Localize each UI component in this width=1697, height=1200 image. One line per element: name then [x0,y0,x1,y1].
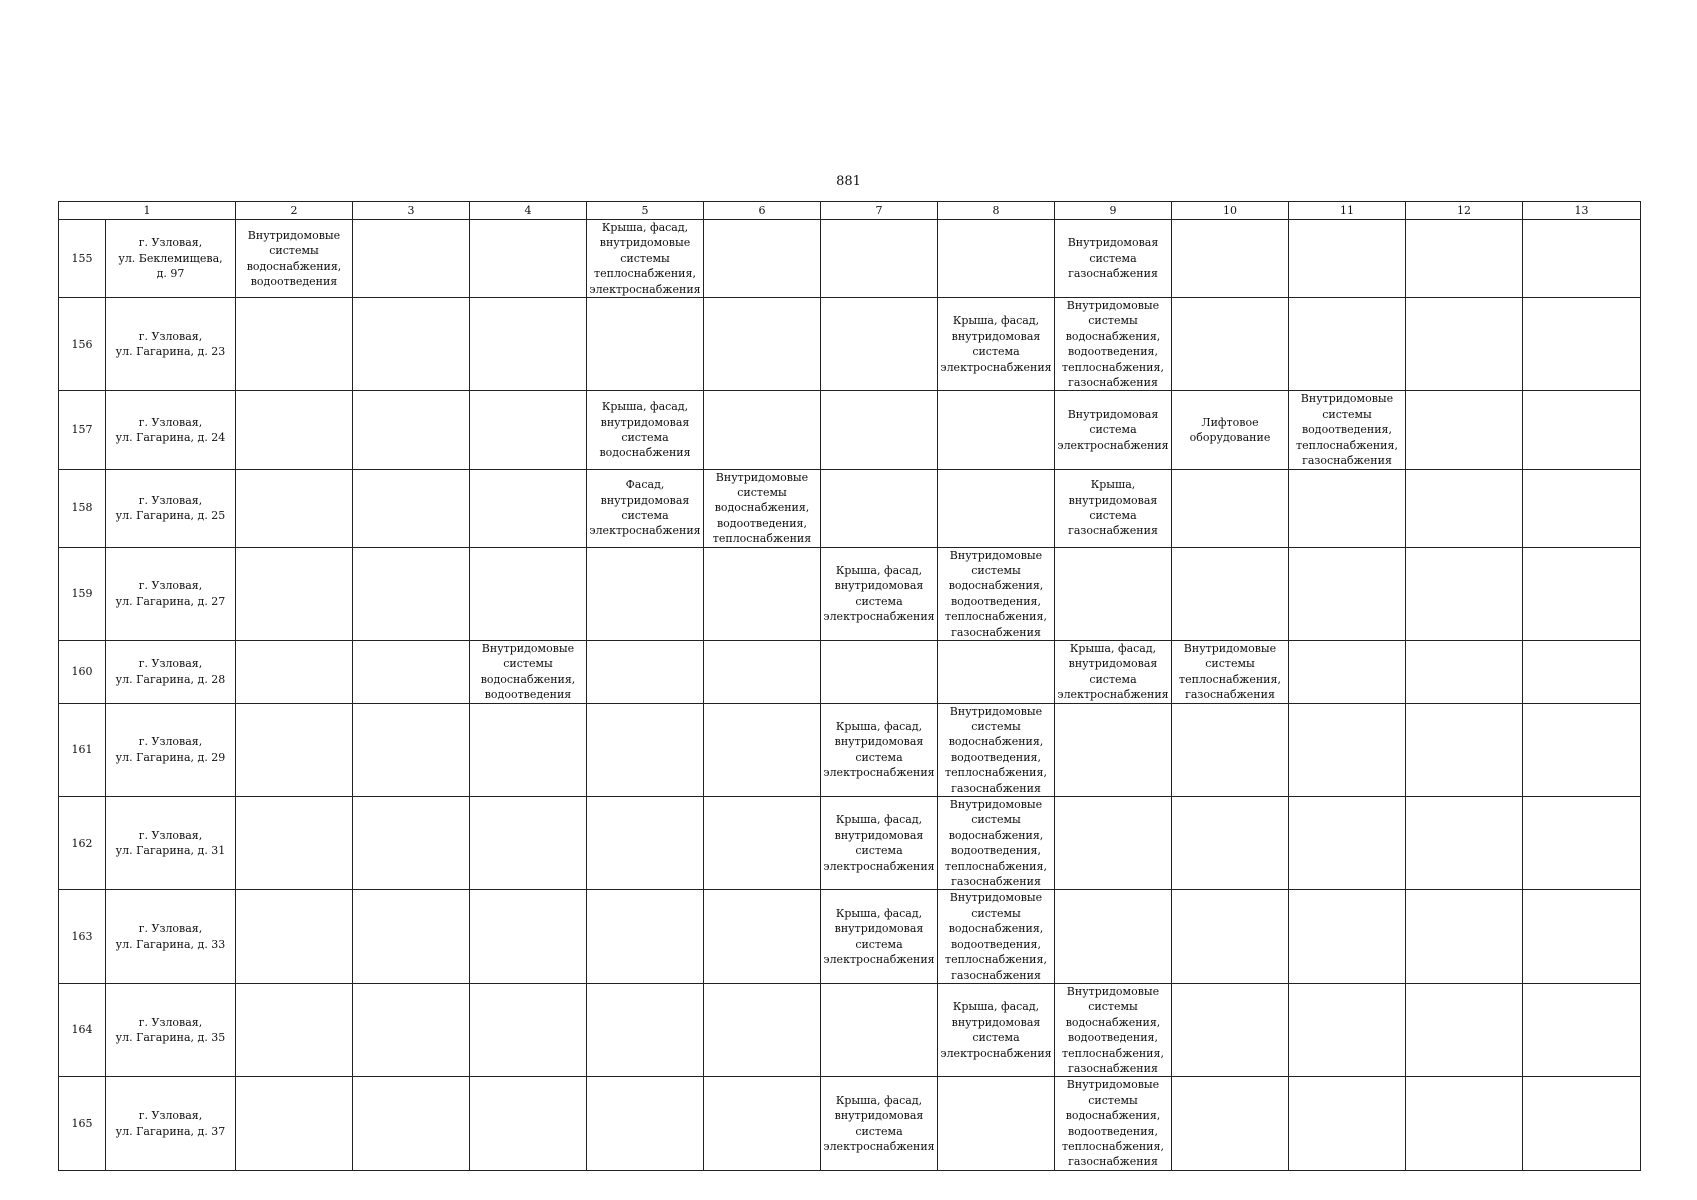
work-cell [821,640,938,703]
work-cell: Крыша, внутридомовая система газоснабжения [1055,469,1172,547]
work-cell [1406,298,1523,391]
table-row [59,298,1641,391]
work-cell [587,1077,704,1170]
work-cell [236,469,353,547]
work-cell [1523,797,1641,890]
header-row [59,202,1641,220]
row-number: 164 [59,983,106,1076]
work-cell [1172,983,1289,1076]
work-cell [1406,890,1523,983]
work-cell [938,220,1055,298]
work-cell [938,640,1055,703]
work-cell [470,298,587,391]
work-cell [821,391,938,469]
work-cell [1289,298,1406,391]
work-cell [704,890,821,983]
work-cell [704,1077,821,1170]
work-cell [1406,983,1523,1076]
building-address: г. Узловая, ул. Гагарина, д. 37 [106,1077,236,1170]
work-cell [821,220,938,298]
work-cell [1406,703,1523,796]
work-cell [704,298,821,391]
work-cell [1406,640,1523,703]
work-cell [236,703,353,796]
row-number: 160 [59,640,106,703]
building-address: г. Узловая, ул. Гагарина, д. 24 [106,391,236,469]
work-cell [587,890,704,983]
building-address: г. Узловая, ул. Гагарина, д. 35 [106,983,236,1076]
work-cell [1406,469,1523,547]
work-cell [704,640,821,703]
work-cell [938,469,1055,547]
work-cell [353,469,470,547]
work-cell: Внутридомовые системы водоснабжения, водоотведения, теплоснабжения, газоснабжения [938,890,1055,983]
work-cell: Внутридомовые системы водоснабжения, водоотведения, теплоснабжения [704,469,821,547]
work-cell [1406,1077,1523,1170]
work-cell [1055,703,1172,796]
work-cell [470,797,587,890]
work-cell [1172,890,1289,983]
work-cell [353,983,470,1076]
table-body [59,202,1641,1171]
work-cell [1523,703,1641,796]
work-cell: Крыша, фасад, внутридомовая система водоснабжения [587,391,704,469]
work-cell: Внутридомовые системы водоснабжения, водоотведения, теплоснабжения, газоснабжения [1055,1077,1172,1170]
work-cell [470,220,587,298]
work-cell [938,391,1055,469]
work-cell [1523,220,1641,298]
work-cell [1289,469,1406,547]
work-cell: Фасад, внутридомовая система электроснабжения [587,469,704,547]
table-row [59,391,1641,469]
work-cell [236,640,353,703]
table-row [59,797,1641,890]
work-cell [470,469,587,547]
row-number: 162 [59,797,106,890]
work-cell [587,797,704,890]
work-cell: Крыша, фасад, внутридомовые системы теплоснабжения, электроснабжения [587,220,704,298]
column-header: 8 [938,202,1055,220]
column-header: 5 [587,202,704,220]
work-cell [236,983,353,1076]
work-cell [1055,890,1172,983]
work-cell [1055,547,1172,640]
page-number: 881 [836,174,861,189]
work-cell [1172,298,1289,391]
work-cell [1055,797,1172,890]
work-cell [1289,983,1406,1076]
work-cell [1523,547,1641,640]
work-cell: Крыша, фасад, внутридомовая система электроснабжения [821,797,938,890]
work-cell [353,703,470,796]
work-cell [236,298,353,391]
work-cell [1523,640,1641,703]
row-number: 155 [59,220,106,298]
work-cell [353,391,470,469]
work-cell: Крыша, фасад, внутридомовая система электроснабжения [938,983,1055,1076]
work-cell [587,298,704,391]
work-cell [470,703,587,796]
column-header: 2 [236,202,353,220]
column-header: 4 [470,202,587,220]
building-address: г. Узловая, ул. Беклемищева, д. 97 [106,220,236,298]
work-cell: Крыша, фасад, внутридомовая система электроснабжения [821,1077,938,1170]
table-row [59,983,1641,1076]
work-cell [353,890,470,983]
work-cell [1523,298,1641,391]
table-row [59,469,1641,547]
work-cell [353,640,470,703]
work-cell [1289,547,1406,640]
table-row [59,640,1641,703]
building-address: г. Узловая, ул. Гагарина, д. 23 [106,298,236,391]
work-cell [1523,391,1641,469]
table-row [59,547,1641,640]
building-address: г. Узловая, ул. Гагарина, д. 33 [106,890,236,983]
work-cell: Внутридомовые системы водоснабжения, водоотведения, теплоснабжения, газоснабжения [938,797,1055,890]
work-cell [470,1077,587,1170]
work-cell [938,1077,1055,1170]
column-header: 13 [1523,202,1641,220]
work-cell [821,983,938,1076]
work-cell [1172,547,1289,640]
building-address: г. Узловая, ул. Гагарина, д. 25 [106,469,236,547]
work-cell [1172,469,1289,547]
work-cell [236,797,353,890]
work-cell: Внутридомовые системы водоснабжения, водоотведения, теплоснабжения, газоснабжения [938,547,1055,640]
work-cell [470,983,587,1076]
work-cell [1172,797,1289,890]
column-header: 11 [1289,202,1406,220]
row-number: 165 [59,1077,106,1170]
work-cell [704,703,821,796]
building-address: г. Узловая, ул. Гагарина, д. 28 [106,640,236,703]
work-cell [587,703,704,796]
work-cell [353,547,470,640]
work-cell: Крыша, фасад, внутридомовая система электроснабжения [1055,640,1172,703]
work-cell [353,220,470,298]
work-cell: Внутридомовая система электроснабжения [1055,391,1172,469]
table-row [59,890,1641,983]
row-number: 157 [59,391,106,469]
work-cell [704,797,821,890]
work-cell [353,1077,470,1170]
work-cell [1289,703,1406,796]
work-cell [821,469,938,547]
column-header: 7 [821,202,938,220]
work-cell: Крыша, фасад, внутридомовая система электроснабжения [821,703,938,796]
building-address: г. Узловая, ул. Гагарина, д. 29 [106,703,236,796]
work-cell: Лифтовое оборудование [1172,391,1289,469]
work-cell: Крыша, фасад, внутридомовая система электроснабжения [821,890,938,983]
work-cell [704,547,821,640]
column-header: 12 [1406,202,1523,220]
table-row [59,1077,1641,1170]
work-cell [470,890,587,983]
row-number: 156 [59,298,106,391]
work-cell [704,220,821,298]
work-cell [1523,469,1641,547]
work-cell [1172,220,1289,298]
column-header: 3 [353,202,470,220]
work-cell: Внутридомовая система газоснабжения [1055,220,1172,298]
work-cell [353,797,470,890]
column-header: 6 [704,202,821,220]
work-cell [236,890,353,983]
work-cell [1406,391,1523,469]
work-cell [1172,703,1289,796]
work-cell [1523,1077,1641,1170]
work-cell [1523,983,1641,1076]
work-cell [587,983,704,1076]
work-cell [587,547,704,640]
work-cell: Внутридомовые системы водоснабжения, водоотведения [470,640,587,703]
column-header: 10 [1172,202,1289,220]
work-cell [236,391,353,469]
work-cell [704,983,821,1076]
work-cell: Внутридомовые системы водоснабжения, водоотведения [236,220,353,298]
work-cell [353,298,470,391]
building-address: г. Узловая, ул. Гагарина, д. 31 [106,797,236,890]
work-cell [704,391,821,469]
work-cell [1289,640,1406,703]
row-number: 161 [59,703,106,796]
work-cell: Внутридомовые системы теплоснабжения, газоснабжения [1172,640,1289,703]
repair-schedule-table [58,201,1641,1171]
work-cell [1289,1077,1406,1170]
table-row [59,703,1641,796]
row-number: 163 [59,890,106,983]
work-cell [1406,547,1523,640]
work-cell [470,547,587,640]
work-cell [1523,890,1641,983]
work-cell [587,640,704,703]
work-cell: Внутридомовые системы водоснабжения, водоотведения, теплоснабжения, газоснабжения [1055,298,1172,391]
work-cell: Крыша, фасад, внутридомовая система электроснабжения [821,547,938,640]
work-cell [821,298,938,391]
work-cell: Внутридомовые системы водоотведения, теплоснабжения, газоснабжения [1289,391,1406,469]
row-number: 159 [59,547,106,640]
work-cell [1172,1077,1289,1170]
work-cell [470,391,587,469]
work-cell: Внутридомовые системы водоснабжения, водоотведения, теплоснабжения, газоснабжения [938,703,1055,796]
work-cell [1289,890,1406,983]
table-row [59,220,1641,298]
work-cell: Внутридомовые системы водоснабжения, водоотведения, теплоснабжения, газоснабжения [1055,983,1172,1076]
column-header: 1 [59,202,236,220]
work-cell [1289,220,1406,298]
work-cell [1406,220,1523,298]
work-cell [1289,797,1406,890]
work-cell: Крыша, фасад, внутридомовая система электроснабжения [938,298,1055,391]
work-cell [236,547,353,640]
work-cell [1406,797,1523,890]
row-number: 158 [59,469,106,547]
building-address: г. Узловая, ул. Гагарина, д. 27 [106,547,236,640]
work-cell [236,1077,353,1170]
column-header: 9 [1055,202,1172,220]
